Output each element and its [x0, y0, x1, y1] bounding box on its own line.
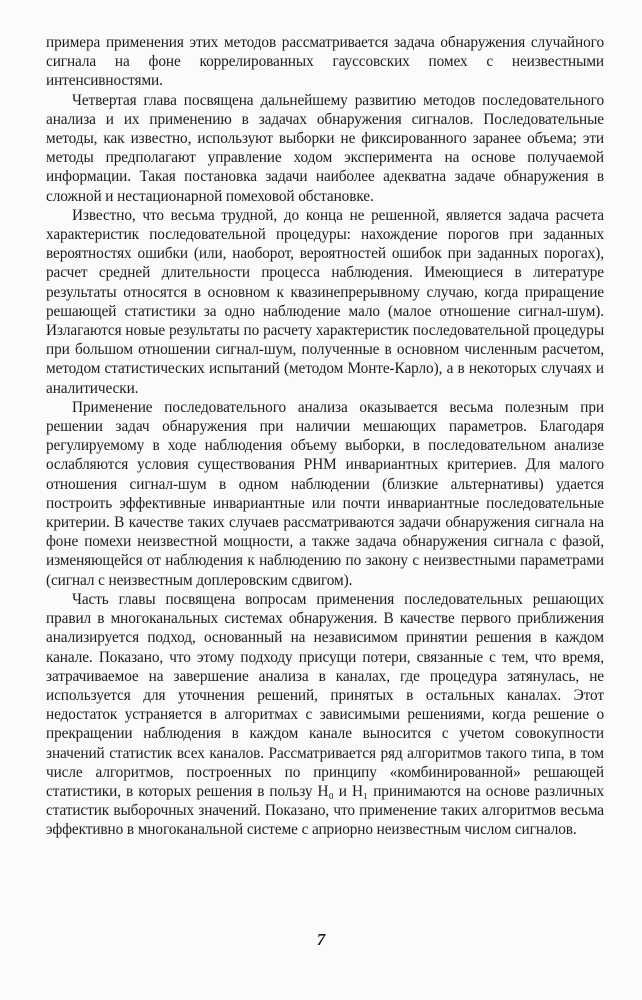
paragraph-chapter-four: Четвертая глава посвящена дальнейшему развитию методов последовательного анализа и их применению в задачах обнаружения сигналов. Последовательные методы, как известно, используют выборки не фиксированного заранее объема; эти методы предполагают управление ходом эксперимента на основе получаемой информации. Такая постановка задачи наиболее адекватна задаче обнаружения в сложной и нестационарной помеховой обстановке. — [46, 91, 604, 205]
page-number: 7 — [316, 930, 326, 949]
paragraph-intro-continuation: примера применения этих методов рассматривается задача обнаружения случайного сигнала на фоне коррелированных гауссовских помех с неизвестными интенсивностями. — [46, 34, 604, 90]
paragraph-sequential-procedure: Известно, что весьма трудной, до конца не решенной, является задача расчета характеристик последовательной процедуры: нахождение порогов при заданных вероятностях ошибки (или, наоборот, вероятностей ошибок при заданных порогах), расчет средней длительности процесса наблюдения. Имеющиеся в литературе результаты относятся в основном к квазинепрерывному случаю, когда приращение решающей статистики за одно наблюдение мало (малое отношение сигнал-шум). Излагаются новые результаты по расчету характеристик последовательной процедуры при большом отношении сигнал-шум, полученные в основном численным расчетом, методом статистических испытаний (методом Монте-Карло), а в некоторых случаях и аналитически. — [46, 206, 604, 397]
paragraph-nuisance-parameters: Применение последовательного анализа оказывается весьма полезным при решении задач обнаружения при наличии мешающих параметров. Благодаря регулируемому в ходе наблюдения объему выборки, в последовательном анализе ослабляются условия существования РНМ инвариантных критериев. Для малого отношения сигнал-шум в одном наблюдении (близкие альтернативы) удается построить эффективные инвариантные или почти инвариантные последовательные критерии. В качестве таких случаев рассматриваются задачи обнаружения сигнала на фоне помехи неизвестной мощности, а также задача обнаружения сигнала с фазой, изменяющейся от наблюдения к наблюдению по закону с неизвестными параметрами (сигнал с неизвестным доплеровским сдвигом). — [46, 398, 604, 589]
paragraph-multichannel: Часть главы посвящена вопросам применения последовательных решающих правил в многоканальных системах обнаружения. В качестве первого приближения анализируется подход, основанный на независимом принятии решения в каждом канале. Показано, что этому подходу присущи потери, связанные с тем, что время, затрачиваемое на завершение анализа в каналах, где процедура затянулась, не используется для уточнения решений, принятых в остальных каналах. Этот недостаток устраняется в алгоритмах с зависимыми решениями, когда решение о прекращении наблюдения в каждом канале выносится с учетом совокупности значений статистик всех каналов. Рассматривается ряд алгоритмов такого типа, в том числе алгоритмов, построенных по принципу «комбинированной» решающей статистики, в которых решения в пользу H₀ и H₁ принимаются на основе различных статистик выборочных значений. Показано, что применение таких алгоритмов весьма эффективно в многоканальной системе с априорно неизвестным числом сигналов. — [46, 590, 604, 839]
